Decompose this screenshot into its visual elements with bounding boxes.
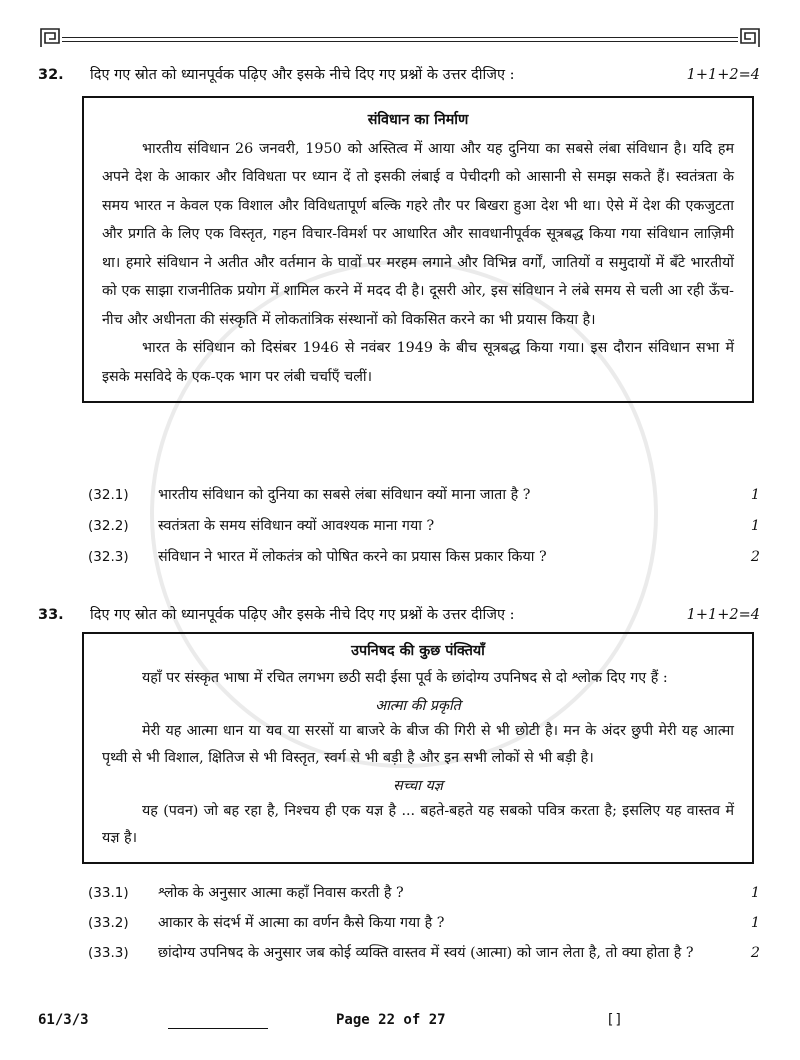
question-marks: 1+1+2=4 xyxy=(686,67,760,83)
question-number: 33. xyxy=(38,607,64,623)
top-border xyxy=(40,28,760,48)
page-number: Page 22 of 27 xyxy=(336,1012,446,1028)
source-intro: यहाँ पर संस्कृत भाषा में रचित लगभग छठी सदी ईसा पूर्व के छांदोग्य उपनिषद से दो श्लोक दिए गए हैं : xyxy=(142,670,668,686)
source-paragraph: यह (पवन) जो बह रहा है, निश्चय ही एक यज्ञ है ... बहते-बहते यह सबको पवित्र करता है; इसलिए यह वास्तव में यज्ञ है। xyxy=(102,803,734,846)
subquestion-marks: 1 xyxy=(750,518,760,534)
subquestion xyxy=(88,513,760,539)
subquestion-text: आकार के संदर्भ में आत्मा का वर्णन कैसे किया गया है ? xyxy=(158,915,445,931)
question-33-header xyxy=(38,604,760,624)
empty-brackets: [] xyxy=(606,1012,623,1028)
subquestion-text: भारतीय संविधान को दुनिया का सबसे लंबा संविधान क्यों माना जाता है ? xyxy=(158,487,531,503)
blank-line xyxy=(168,1028,268,1029)
subquestion xyxy=(88,544,760,570)
source-title: संविधान का निर्माण xyxy=(367,112,469,128)
subquestion-text: श्लोक के अनुसार आत्मा कहाँ निवास करती है ? xyxy=(158,885,404,901)
source-paragraph: भारत के संविधान को दिसंबर 1946 से नवंबर 1949 के बीच सूत्रबद्ध किया गया। इस दौरान संविधान सभा में इसके मसविदे के एक-एक भाग पर लंबी चर्चाएँ चलीं। xyxy=(102,340,734,385)
question-instruction: दिए गए स्रोत को ध्यानपूर्वक पढ़िए और इसके नीचे दिए गए प्रश्नों के उत्तर दीजिए : xyxy=(90,67,515,83)
subquestion-number: (33.3) xyxy=(88,945,129,961)
border-line xyxy=(62,37,738,38)
subquestion-marks: 1 xyxy=(750,915,760,931)
subquestion xyxy=(88,880,760,906)
question-number: 32. xyxy=(38,67,64,83)
greek-key-ornament-icon xyxy=(40,28,60,48)
subquestion xyxy=(88,940,760,966)
subquestion-marks: 1 xyxy=(750,885,760,901)
subquestion-number: (32.3) xyxy=(88,549,129,565)
subquestion-number: (33.2) xyxy=(88,915,129,931)
subquestion xyxy=(88,482,760,508)
subquestion-number: (33.1) xyxy=(88,885,129,901)
subquestion-marks: 2 xyxy=(750,945,760,961)
source-box-32 xyxy=(82,96,754,403)
question-32-header xyxy=(38,64,760,84)
source-paragraph: मेरी यह आत्मा धान या यव या सरसों या बाजरे के बीज की गिरी से भी छोटी है। मन के अंदर छुपी मेरी यह आत्मा पृथ्वी से भी विशाल, क्षितिज से भी विस्तृत, स्वर्ग से भी बड़ी है और इन सभी लोकों से भी बड़ी है। xyxy=(102,723,734,766)
page-footer xyxy=(38,1012,760,1032)
source-subheading: आत्मा की प्रकृति xyxy=(375,698,461,714)
source-paragraph: भारतीय संविधान 26 जनवरी, 1950 को अस्तित्व में आया और यह दुनिया का सबसे लंबा संविधान है। यदि हम अपने देश के आकार और विविधता पर ध्यान दें तो इसकी लंबाई व पेचीदगी को आसानी से समझ सकते हैं। स्वतंत्रता के समय भारत न केवल एक विशाल और विविधतापूर्ण बल्कि गहरे तौर पर बिखरा हुआ देश भी था। ऐसे में देश की एकजुटता और प्रगति के लिए एक विस्तृत, गहन विचार-विमर्श पर आधारित और सावधानीपूर्वक सूत्रबद्ध किया गया संविधान लाज़िमी था। हमारे संविधान ने अतीत और वर्तमान के घावों पर मरहम लगाने और विभिन्न वर्गों, जातियों व समुदायों में बँटे भारतीयों को एक साझा राजनीतिक प्रयोग में शामिल करने में मदद दी है। दूसरी ओर, इस संविधान ने लंबे समय से चली आ रही ऊँच-नीच और अधीनता की संस्कृति में लोकतांत्रिक संस्थानों को विकसित करने का भी प्रयास किया है। xyxy=(102,140,734,328)
subquestion-number: (32.1) xyxy=(88,487,129,503)
border-line xyxy=(62,41,738,42)
question-marks: 1+1+2=4 xyxy=(686,607,760,623)
subquestion-marks: 2 xyxy=(750,549,760,565)
subquestion-text: छांदोग्य उपनिषद के अनुसार जब कोई व्यक्ति वास्तव में स्वयं (आत्मा) को जान लेता है, तो क्या होता है ? xyxy=(158,945,694,961)
subquestion-text: संविधान ने भारत में लोकतंत्र को पोषित करने का प्रयास किस प्रकार किया ? xyxy=(158,549,547,565)
subquestion xyxy=(88,910,760,936)
paper-code: 61/3/3 xyxy=(38,1012,89,1028)
subquestion-marks: 1 xyxy=(750,487,760,503)
subquestion-number: (32.2) xyxy=(88,518,129,534)
subquestion-text: स्वतंत्रता के समय संविधान क्यों आवश्यक माना गया ? xyxy=(158,518,435,534)
source-subheading: सच्चा यज्ञ xyxy=(393,778,443,794)
source-title: उपनिषद की कुछ पंक्तियाँ xyxy=(351,643,485,659)
greek-key-ornament-icon xyxy=(740,28,760,48)
question-instruction: दिए गए स्रोत को ध्यानपूर्वक पढ़िए और इसके नीचे दिए गए प्रश्नों के उत्तर दीजिए : xyxy=(90,607,515,623)
source-box-33 xyxy=(82,632,754,864)
